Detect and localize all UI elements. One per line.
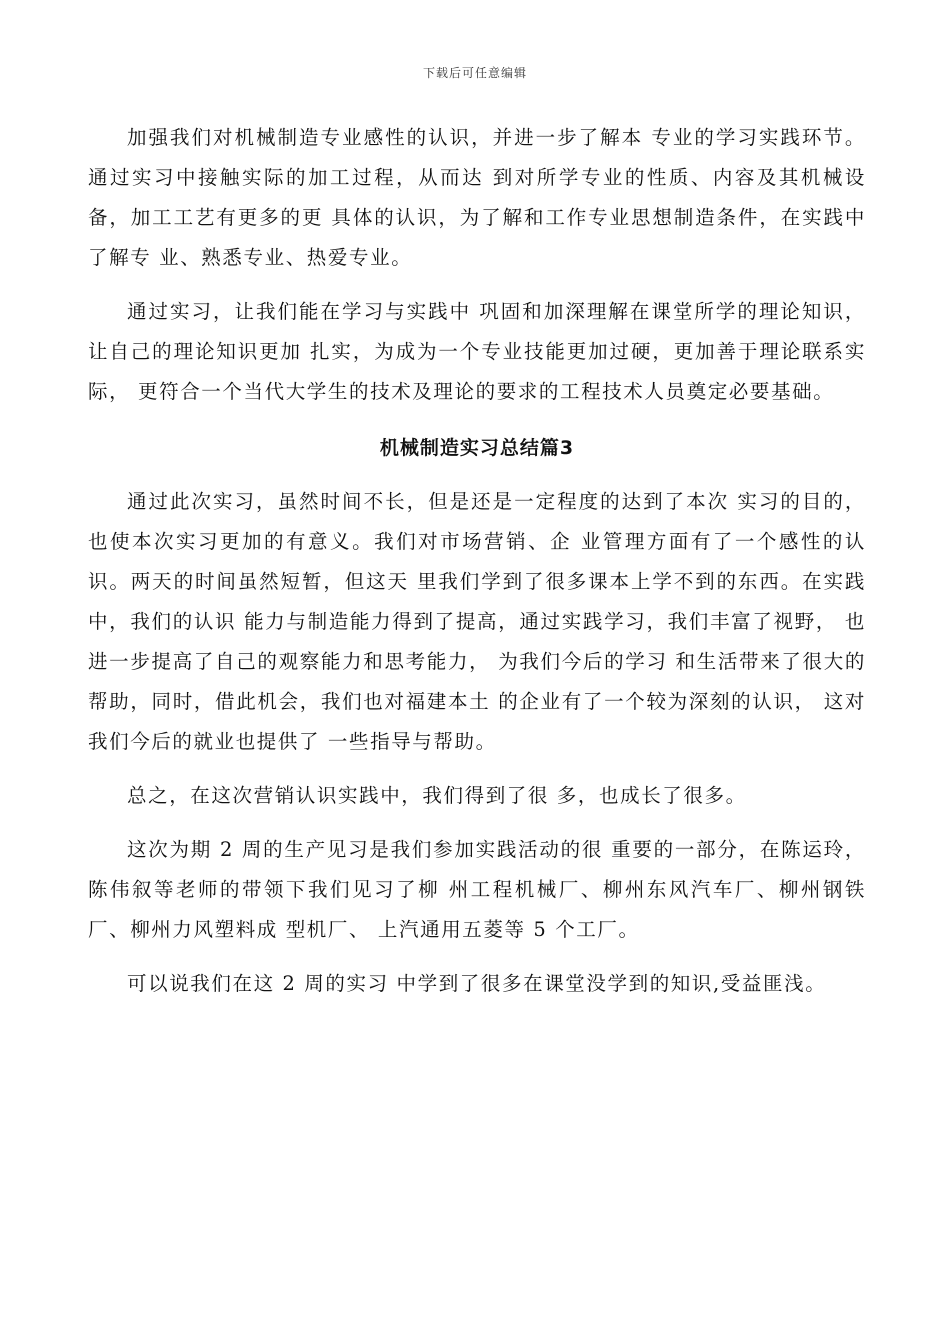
paragraph-2: 通过实习，让我们能在学习与实践中 巩固和加深理解在课堂所学的理论知识， 让自己的理论知识更加 扎实，为成为一个专业技能更加过硬，更加善于理论联系实际， 更符合一个当代大学生的技术及理论的要求的工程技术人员奠定必要基础。 [88, 300, 866, 403]
section-title: 机械制造实习总结篇3 [379, 437, 575, 459]
paragraph-1: 加强我们对机械制造专业感性的认识，并进一步了解本 专业的学习实践环节。通过实习中接触实际的加工过程，从而达 到对所学专业的性质、内容及其机械设备，加工工艺有更多的更 具体的认识，为了解和工作专业思想制造条件，在实践中了解专 业、熟悉专业、热爱专业。 [88, 126, 866, 269]
paragraph-3: 通过此次实习，虽然时间不长，但是还是一定程度的达到了本次 实习的目的，也使本次实习更加的有意义。我们对市场营销、企 业管理方面有了一个感性的认识。两天的时间虽然短暂，但这天 里我们学到了很多课本上学不到的东西。在实践中，我们的认识 能力与制造能力得到了提高，通过实践学习，我们丰富了视野， 也进一步提高了自己的观察能力和思考能力， 为我们今后的学习 和生活带来了很大的帮助，同时，借此机会，我们也对福建本土 的企业有了一个较为深刻的认识， 这对我们今后的就业也提供了 一些指导与帮助。 [88, 490, 866, 753]
paragraph-6: 可以说我们在这 2 周的实习 中学到了很多在课堂没学到的知识,受益匪浅。 [127, 972, 827, 995]
paragraph-4: 总之，在这次营销认识实践中，我们得到了很 多，也成长了很多。 [127, 784, 747, 807]
paragraph-5: 这次为期 2 周的生产见习是我们参加实践活动的很 重要的一部分，在陈运玲，陈伟叙等老师的带领下我们见习了柳 州工程机械厂、柳州东风汽车厂、柳州钢铁厂、柳州力风塑料成 型机厂、 上汽通用五菱等 5 个工厂。 [88, 838, 866, 941]
page-header: 下载后可任意编辑 [422, 66, 527, 80]
document-body [88, 118, 866, 1018]
